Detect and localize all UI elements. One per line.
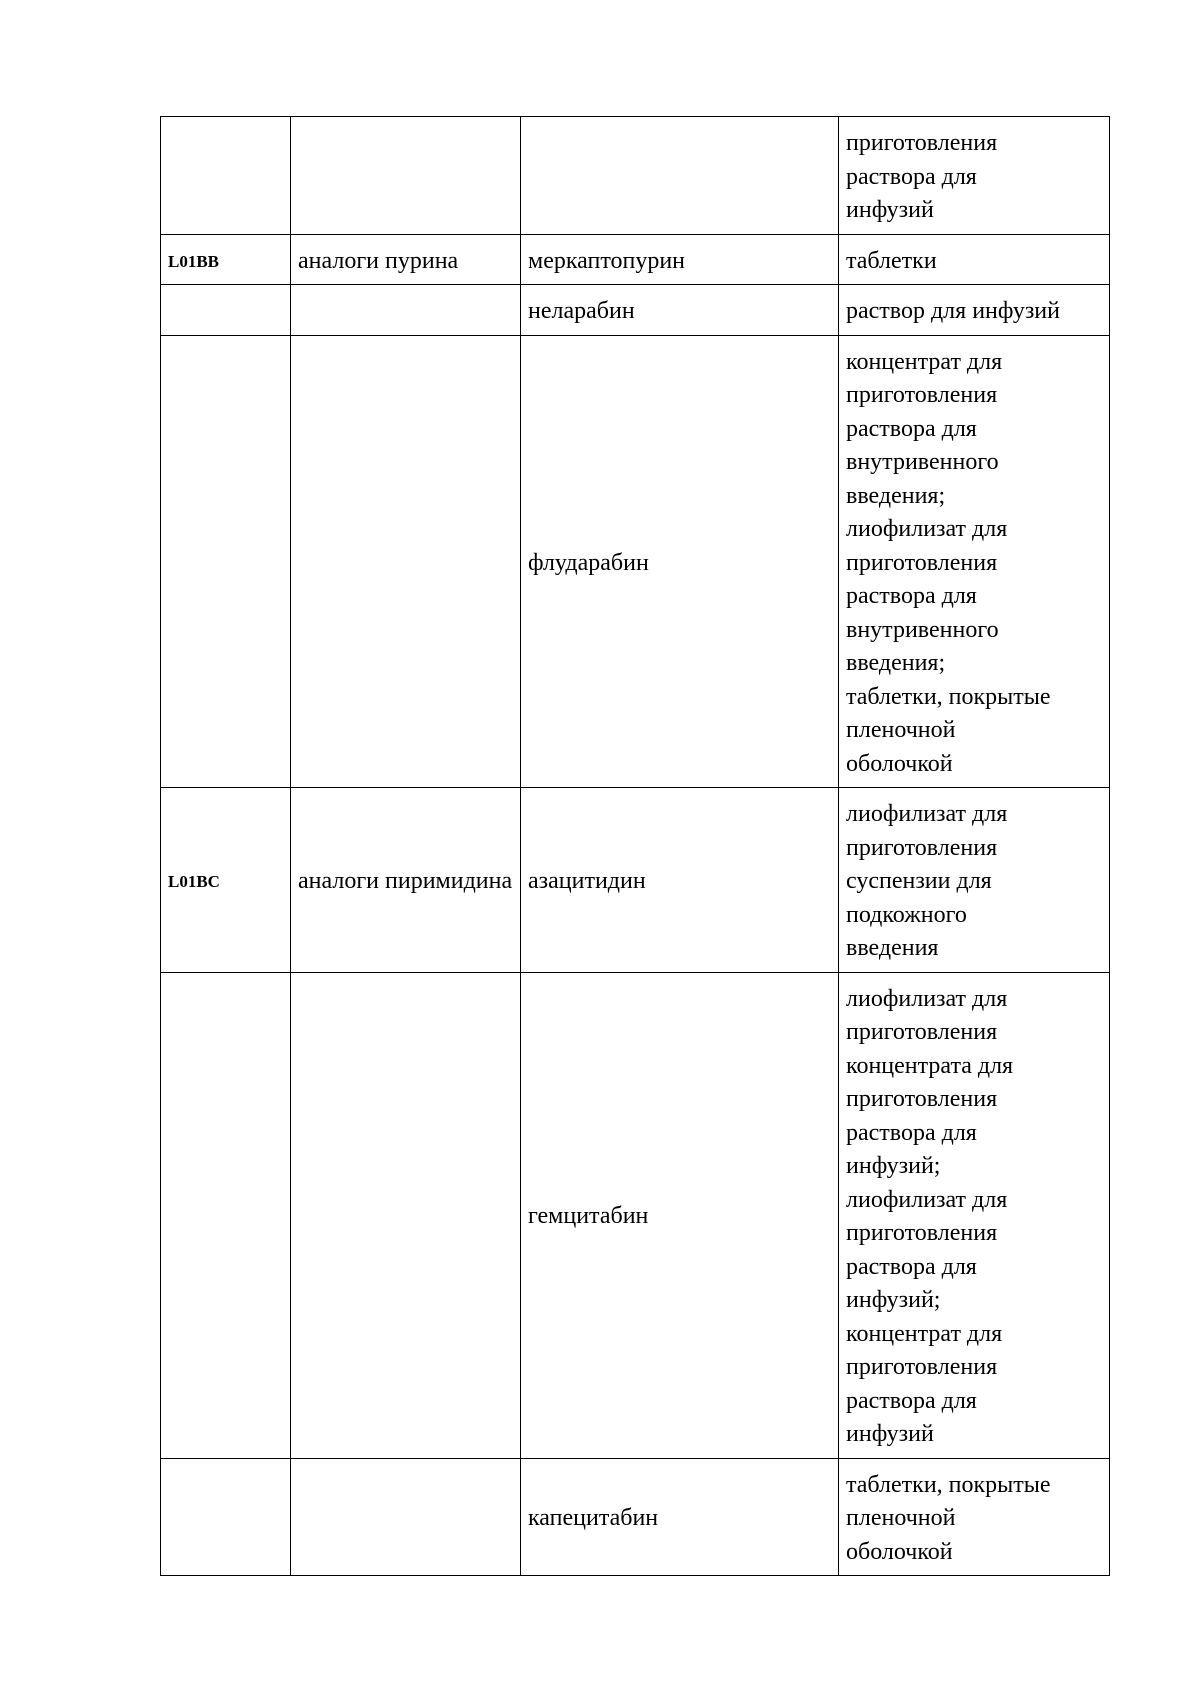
dosage-form-line: раствора для: [846, 415, 977, 442]
dosage-form-line: лиофилизат для: [846, 801, 1008, 827]
substance-cell: гемцитабин: [521, 972, 839, 1458]
group-cell: аналоги пиримидина: [291, 788, 521, 973]
dosage-form-line: концентрат для: [846, 1320, 1003, 1347]
dosage-form-line: раствора для: [846, 583, 977, 609]
substance-cell: [521, 117, 839, 235]
substance-cell: капецитабин: [521, 1458, 839, 1576]
dosage-form-line: приготовления: [846, 130, 998, 156]
dosage-form-line: раствора для: [846, 1119, 977, 1146]
table-row: [161, 117, 1110, 235]
dosage-form-line: приготовления: [846, 1220, 998, 1246]
table-row: [161, 1458, 1110, 1576]
atc-code-cell: L01BB: [161, 234, 291, 285]
atc-code-cell: [161, 335, 291, 788]
dosage-form-line: лиофилизат для: [846, 985, 1008, 1012]
dosage-form-line: введения;: [846, 482, 946, 509]
group-cell: [291, 1458, 521, 1576]
dosage-form-line: инфузий: [846, 1421, 934, 1447]
dosage-form-cell: [839, 1458, 1110, 1576]
dosage-form-line: приготовления: [846, 549, 998, 576]
dosage-form-line: оболочкой: [846, 750, 953, 777]
dosage-form-line: раствора для: [846, 1253, 977, 1280]
drug-table: [160, 116, 1110, 1576]
dosage-form-line: приготовления: [846, 382, 998, 408]
dosage-form-line: пленочной: [846, 1505, 956, 1531]
dosage-form-cell: [839, 285, 1110, 336]
table-row: [161, 285, 1110, 336]
table-row: [161, 234, 1110, 285]
substance-cell: меркаптопурин: [521, 234, 839, 285]
dosage-form-line: лиофилизат для: [846, 1186, 1008, 1213]
dosage-form-line: инфузий;: [846, 1153, 941, 1179]
table-row: [161, 335, 1110, 788]
dosage-form-cell: [839, 972, 1110, 1458]
atc-code-cell: [161, 285, 291, 336]
dosage-form-line: пленочной: [846, 717, 956, 743]
dosage-form-line: таблетки, покрытые: [846, 1471, 1051, 1498]
group-cell: [291, 335, 521, 788]
atc-code-cell: [161, 1458, 291, 1576]
substance-cell: неларабин: [521, 285, 839, 336]
group-cell: [291, 972, 521, 1458]
dosage-form-line: лиофилизат для: [846, 516, 1008, 542]
dosage-form-line: внутривенного: [846, 449, 999, 475]
dosage-form-line: внутривенного: [846, 616, 999, 643]
dosage-form-cell: [839, 234, 1110, 285]
dosage-form-line: раствора для: [846, 163, 977, 190]
dosage-form-line: раствора для: [846, 1387, 977, 1414]
table-row: [161, 972, 1110, 1458]
atc-code-cell: L01BC: [161, 788, 291, 973]
dosage-form-line: подкожного: [846, 901, 967, 928]
dosage-form-line: инфузий;: [846, 1287, 941, 1313]
group-cell: [291, 117, 521, 235]
group-cell: [291, 285, 521, 336]
dosage-form-line: приготовления: [846, 834, 998, 861]
dosage-form-line: раствор для инфузий: [846, 298, 1060, 324]
dosage-form-line: концентрат для: [846, 348, 1003, 375]
substance-cell: флударабин: [521, 335, 839, 788]
dosage-form-line: концентрата для: [846, 1052, 1014, 1079]
dosage-form-line: приготовления: [846, 1086, 998, 1112]
substance-cell: азацитидин: [521, 788, 839, 973]
dosage-form-line: таблетки: [846, 247, 937, 274]
dosage-form-line: введения;: [846, 650, 946, 676]
dosage-form-line: оболочкой: [846, 1538, 953, 1565]
atc-code-cell: [161, 972, 291, 1458]
atc-code-cell: [161, 117, 291, 235]
group-cell: аналоги пурина: [291, 234, 521, 285]
table-row: [161, 788, 1110, 973]
dosage-form-cell: [839, 335, 1110, 788]
dosage-form-cell: [839, 788, 1110, 973]
dosage-form-line: приготовления: [846, 1019, 998, 1045]
dosage-form-line: суспензии для: [846, 868, 992, 894]
dosage-form-line: инфузий: [846, 197, 934, 223]
dosage-form-line: введения: [846, 935, 939, 961]
dosage-form-line: таблетки, покрытые: [846, 683, 1051, 710]
dosage-form-cell: [839, 117, 1110, 235]
dosage-form-line: приготовления: [846, 1354, 998, 1380]
